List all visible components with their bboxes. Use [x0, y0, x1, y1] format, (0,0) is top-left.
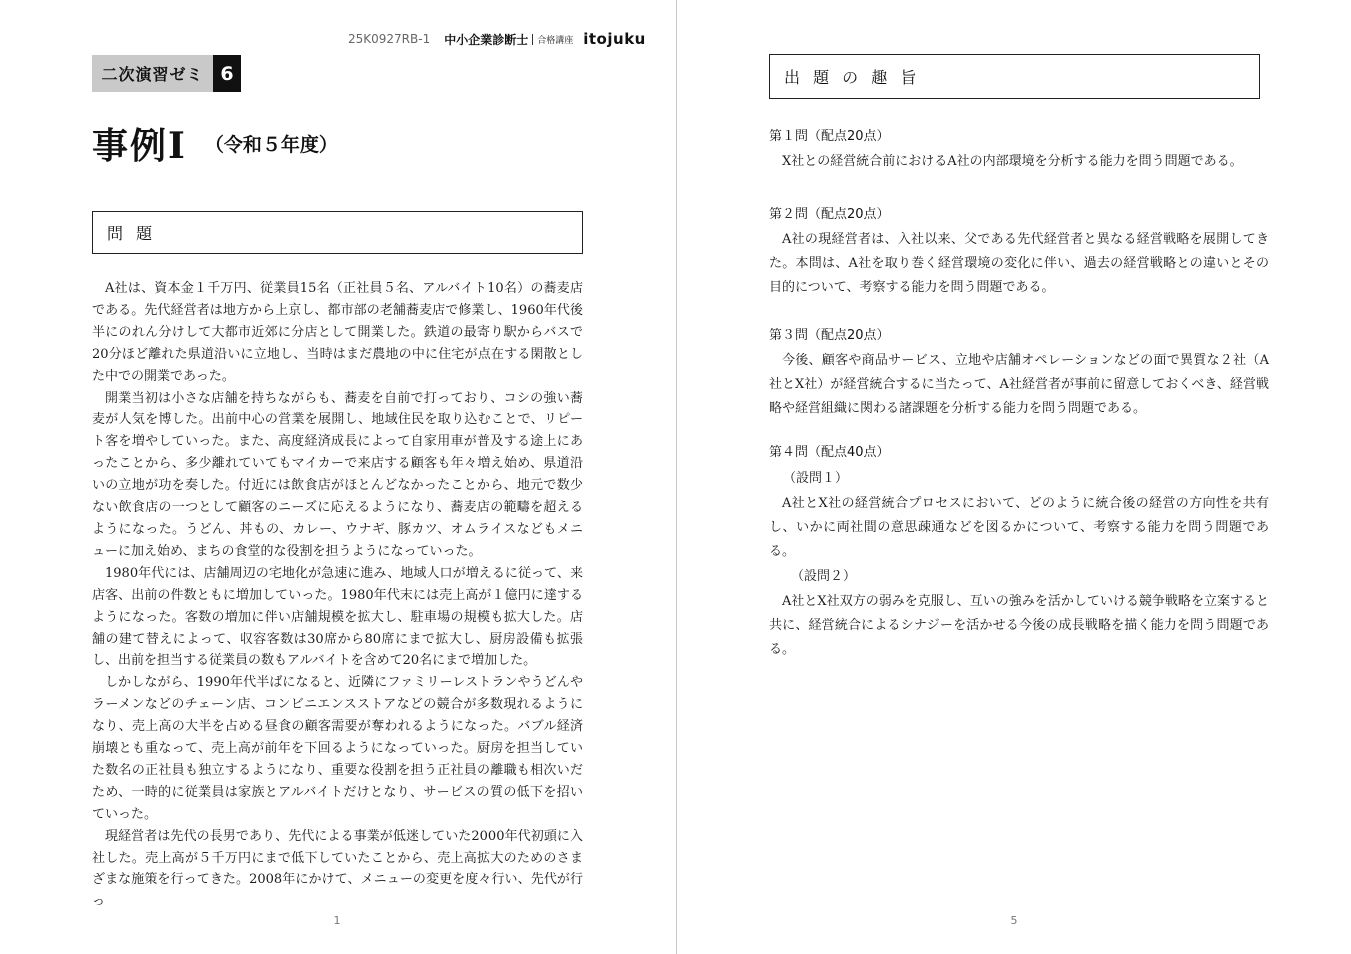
seminar-label: 二次演習ゼミ	[92, 55, 213, 92]
aim-q4-sub2-label: （設問２）	[791, 569, 857, 584]
brand-divider	[532, 34, 533, 45]
aims-heading: 出 題 の 趣 旨	[784, 68, 921, 87]
aims-heading-box	[769, 54, 1260, 99]
page-number-left: 1	[333, 914, 341, 927]
document-code: 25K0927RB-1	[348, 32, 431, 46]
case-title-main: 事例Ⅰ	[92, 124, 187, 167]
case-title	[92, 118, 338, 168]
case-paragraph: 開業当初は小さな店舗を持ちながらも、蕎麦を自前で打っており、コシの強い蕎麦が人気を博した。出前中心の営業を展開し、地域住民を取り込むことで、リピート客を増やしていった。また、高度経済成長によって自家用車が普及する途上にあったことから、多少離れていてもマイカーで来店する顧客も年々増え始め、県道沿いの立地が功を奏した。付近には飲食店がほとんどなかったことから、地元で数少ない飲食店の一つとして顧客のニーズに応えるようになり、蕎麦店の範疇を超えるようになった。うどん、丼もの、カレー、ウナギ、豚カツ、オムライスなどもメニューに加え始め、まちの食堂的な役割を担うようになっていった。	[92, 390, 583, 559]
case-paragraph: 1980年代には、店舗周辺の宅地化が急速に進み、地域人口が増えるに従って、来店客、出前の件数ともに増加していった。1980年代末には売上高が１億円に達するようになった。客数の増加に伴い店舗規模を拡大し、駐車場の規模も拡大した。店舗の建て替えによって、収容客数は30席から80席にまで拡大し、厨房設備も拡張し、出前を担当する従業員の数もアルバイトを含めて20名にまで増加した。	[92, 565, 583, 669]
case-paragraph: A社は、資本金１千万円、従業員15名（正社員５名、アルバイト10名）の蕎麦店である。先代経営者は地方から上京し、都市部の老舗蕎麦店で修業し、1960年代後半にのれん分けして大都市近郊に分店として開業した。鉄道の最寄り駅からバスで20分ほど離れた県道沿いに立地し、当時はまだ農地の中に住宅が点在する閑散とした中での開業であった。	[92, 281, 583, 384]
right-page	[677, 0, 1351, 954]
case-paragraph: しかしながら、1990年代半ばになると、近隣にファミリーレストランやうどんやラーメンなどのチェーン店、コンビニエンスストアなどの競合が多数現れるようになり、売上高の大半を占める昼食の顧客需要が奪われるようになった。バブル経済崩壊とも重なって、売上高が前年を下回るようになっていった。厨房を担当していた数名の正社員も独立するようになり、重要な役割を担う正社員の離職も相次いだため、一時的に従業員は家族とアルバイトだけとなり、サービスの質の低下を招いていった。	[92, 675, 583, 822]
aim-q1	[769, 124, 1269, 174]
aim-q1-heading: 第１問（配点20点）	[769, 129, 890, 144]
brand-subtitle: 合格講座	[537, 35, 574, 46]
problem-heading-box	[92, 211, 583, 254]
aim-q2-text: A社の現経営者は、入社以来、父である先代経営者と異なる経営戦略を展開してきた。本問は、A社を取り巻く経営環境の変化に伴い、過去の経営戦略との違いとその目的について、考察する能力を問う問題である。	[769, 232, 1269, 295]
page-number-right: 5	[1010, 914, 1018, 927]
case-paragraph: 現経営者は先代の長男であり、先代による事業が低迷していた2000年代初頭に入社した。売上高が５千万円にまで低下していたことから、売上高拡大のためのさまざまな施策を行ってきた。2008年にかけて、メニューの変更を度々行い、先代が行っ	[92, 828, 583, 910]
aim-q4-sub1-text: A社とX社の経営統合プロセスにおいて、どのように統合後の経営の方向性を共有し、いかに両社間の意思疎通などを図るかについて、考察する能力を問う問題である。	[769, 496, 1269, 559]
aim-q1-text: X社との経営統合前におけるA社の内部環境を分析する能力を問う問題である。	[782, 154, 1243, 169]
brand-name: 中小企業診断士	[444, 32, 529, 47]
itojuku-logo: itojuku	[583, 30, 646, 48]
aim-q3-text: 今後、顧客や商品サービス、立地や店舗オペレーションなどの面で異質な２社（A社とX社）が経営統合するに当たって、A社経営者が事前に留意しておくべき、経営戦略や経営組織に関わる諸課題を分析する能力を問う問題である。	[769, 353, 1269, 416]
seminar-badge	[92, 55, 241, 92]
case-body-text	[92, 278, 583, 913]
page-header	[348, 30, 658, 48]
aim-q4	[769, 440, 1269, 662]
case-title-year: （令和５年度）	[204, 133, 338, 156]
aim-q4-sub1-label: （設問１）	[783, 471, 849, 486]
problem-heading: 問 題	[107, 224, 157, 243]
aim-q4-heading: 第４問（配点40点）	[769, 445, 890, 460]
aim-q2-heading: 第２問（配点20点）	[769, 207, 890, 222]
aim-q4-sub2-text: A社とX社双方の弱みを克服し、互いの強みを活かしていける競争戦略を立案すると共に、経営統合によるシナジーを活かせる今後の成長戦略を描く能力を問う問題である。	[769, 594, 1269, 657]
aim-q3	[769, 323, 1269, 421]
seminar-number: 6	[213, 55, 241, 92]
aim-q2	[769, 202, 1269, 300]
aim-q3-heading: 第３問（配点20点）	[769, 328, 890, 343]
